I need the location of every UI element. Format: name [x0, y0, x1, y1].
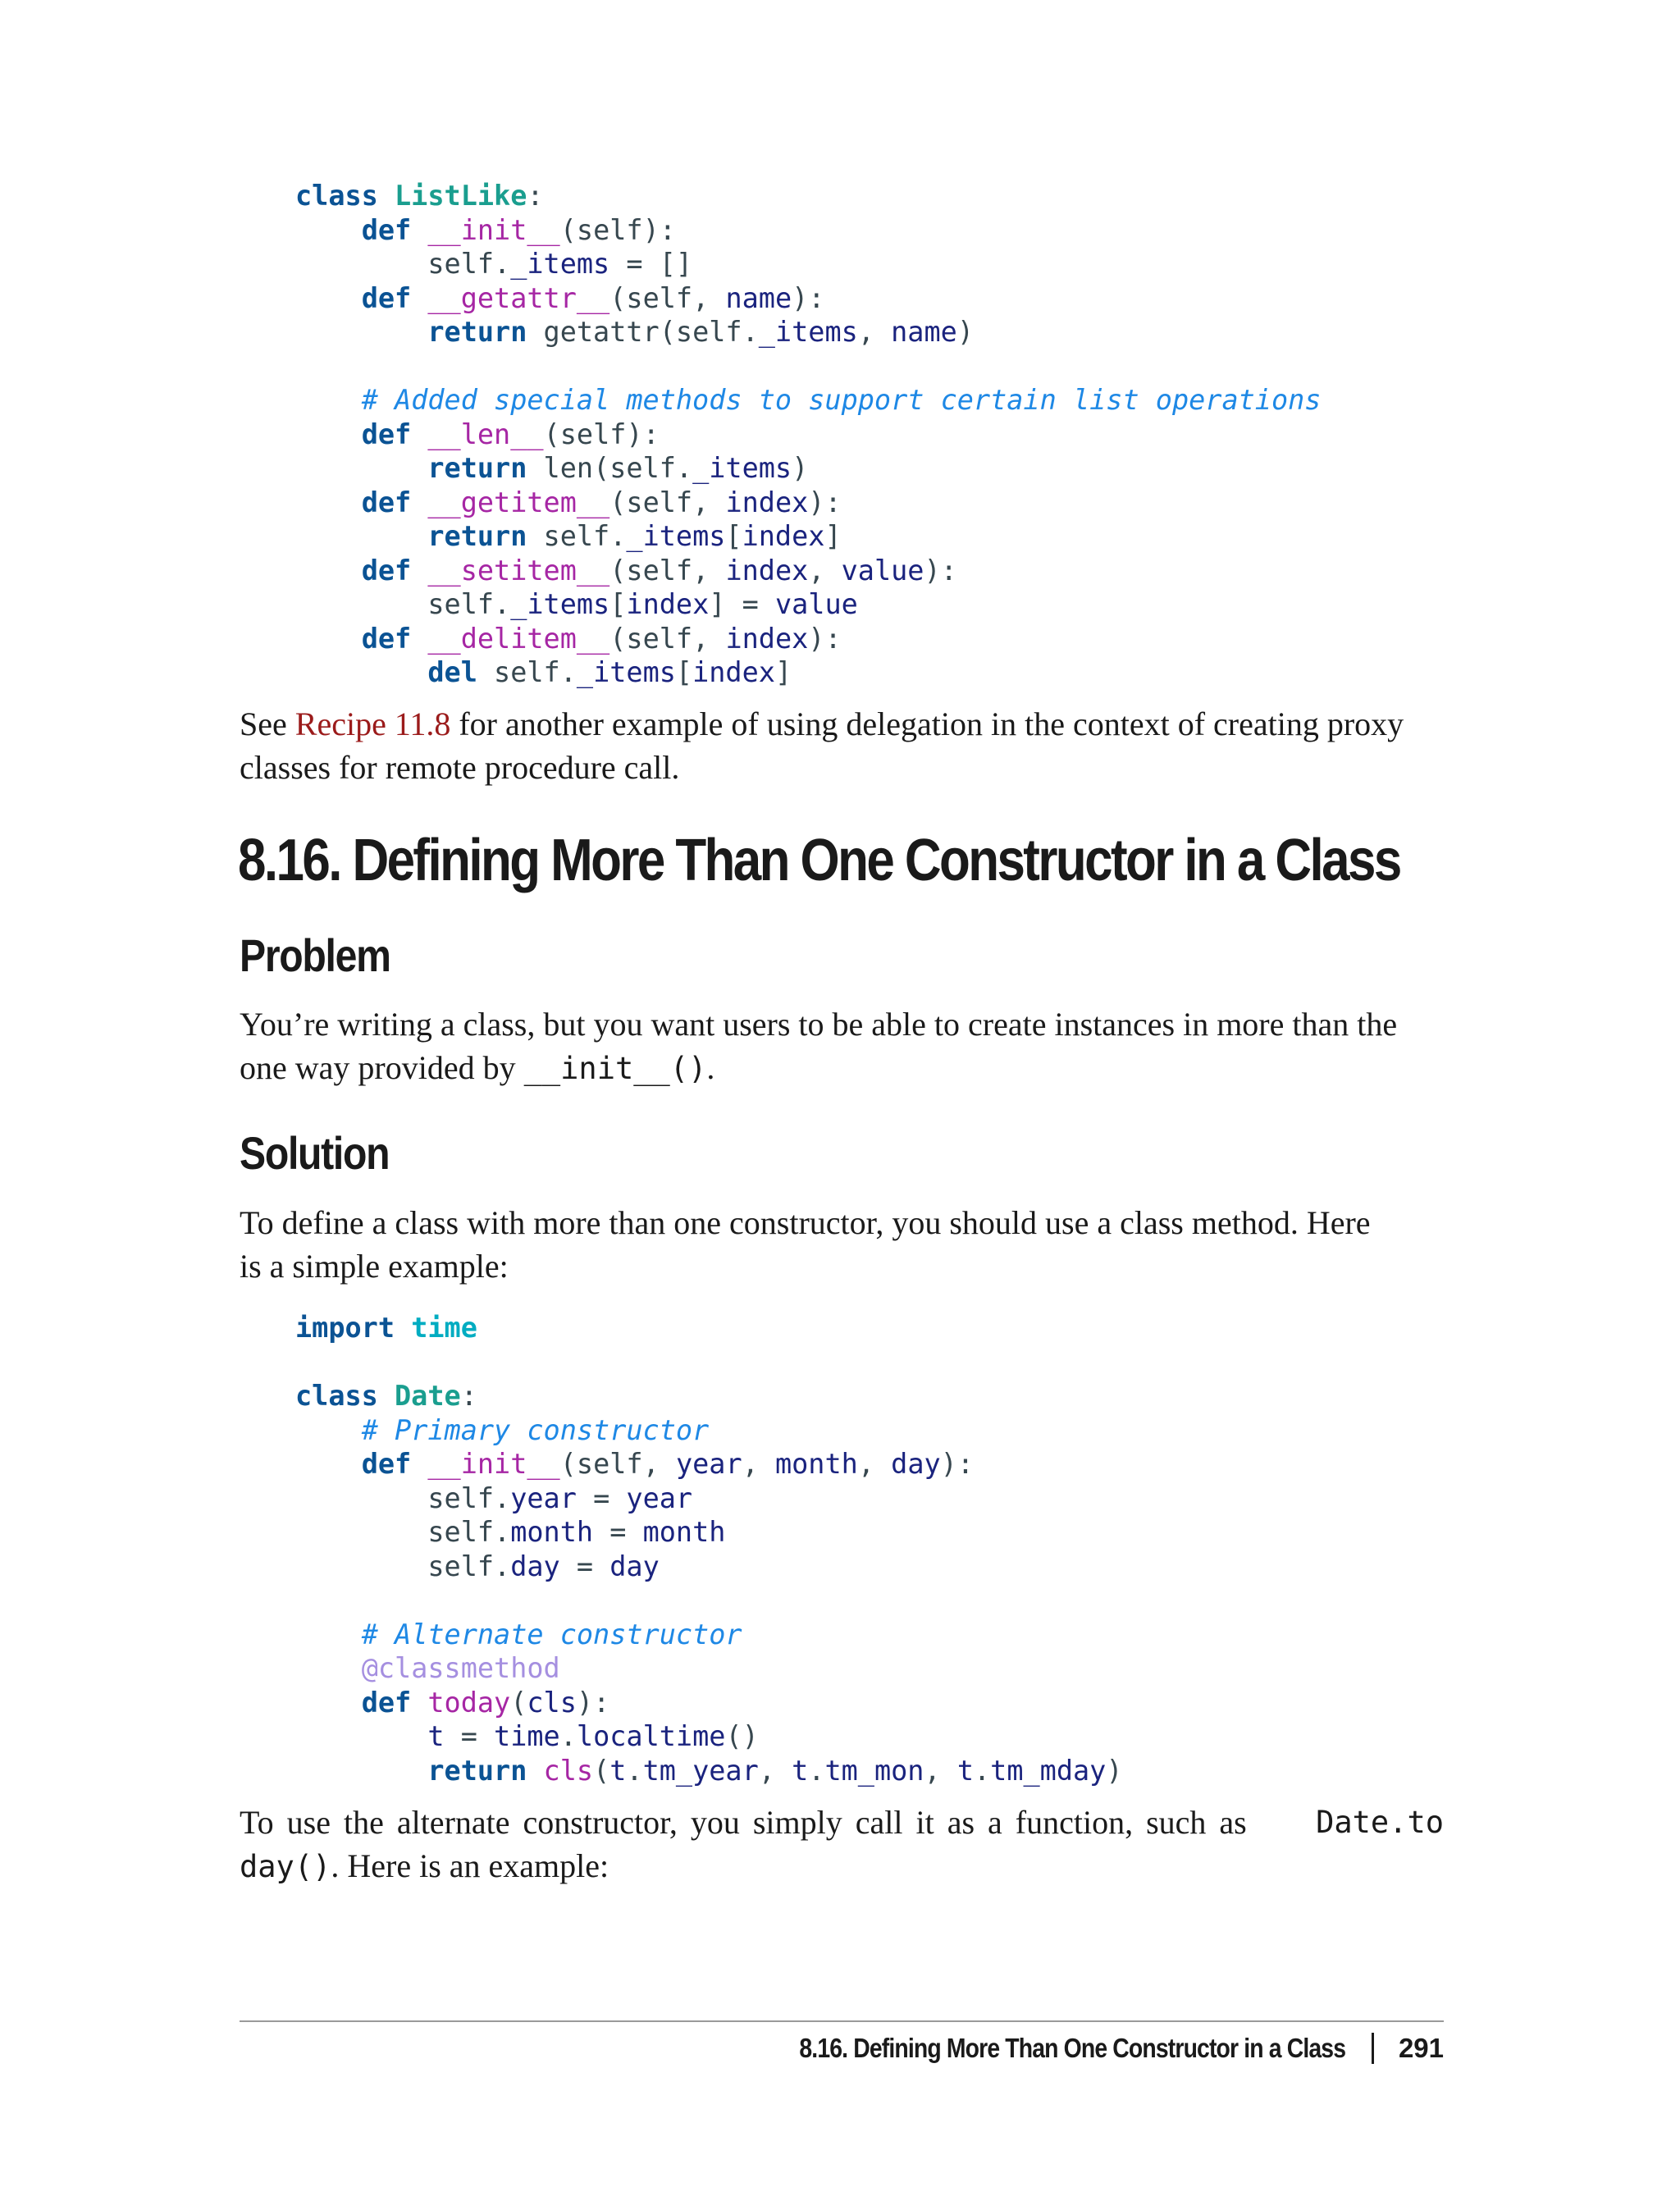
code-line: def today(cls):	[361, 1686, 610, 1719]
code-line: @classmethod	[361, 1652, 560, 1684]
solution-paragraph	[240, 1201, 1444, 1288]
paragraph-line	[240, 1801, 1444, 1844]
footer-divider	[240, 2020, 1444, 2022]
code-line: def __setitem__(self, index, value):	[361, 554, 957, 587]
code-line	[295, 1345, 1123, 1380]
text-span: for another example of using delegation in the context of creating proxy	[450, 705, 1404, 742]
text-span: .	[706, 1049, 715, 1086]
recipe-link[interactable]: Recipe 11.8	[294, 705, 451, 742]
code-block-date	[295, 1311, 1123, 1787]
paragraph-line	[240, 1046, 1444, 1090]
page-footer	[710, 2033, 1444, 2064]
code-line	[295, 349, 1321, 384]
usage-paragraph	[240, 1801, 1444, 1888]
problem-paragraph	[240, 1002, 1444, 1090]
text-span: one way provided by	[240, 1049, 524, 1086]
paragraph-line: classes for remote procedure call.	[240, 749, 680, 786]
code-line: del self._items[index]	[427, 656, 792, 688]
code-line: def __getitem__(self, index):	[361, 486, 842, 518]
code-line: def __init__(self, year, month, day):	[361, 1448, 975, 1480]
code-line: return getattr(self._items, name)	[427, 316, 974, 348]
text-span: To use the alternate constructor, you simply call it as a function, such as	[240, 1804, 1247, 1841]
code-line: # Added special methods to support certain list operations	[361, 384, 1322, 416]
code-line: # Alternate constructor	[361, 1618, 742, 1650]
paragraph-line	[240, 1844, 1444, 1888]
code-line: def __len__(self):	[361, 418, 660, 450]
code-line: self.month = month	[427, 1516, 726, 1548]
text-span: . Here is an example:	[331, 1847, 609, 1884]
code-line: self._items[index] = value	[427, 588, 858, 620]
section-title: 8.16. Defining More Than One Constructor in a Class	[238, 828, 1400, 893]
code-line: def __delitem__(self, index):	[361, 622, 842, 655]
code-line: return len(self._items)	[427, 452, 809, 484]
code-line: def __init__(self):	[361, 213, 676, 246]
inline-code: __init__()	[523, 1051, 707, 1086]
code-line: self._items = []	[427, 248, 693, 280]
code-line: # Primary constructor	[361, 1413, 710, 1446]
paragraph-line: You’re writing a class, but you want users to be able to create instances in more than the	[240, 1006, 1398, 1043]
code-block-listlike	[295, 179, 1321, 690]
code-line: class Date:	[295, 1380, 477, 1412]
inline-code: Date.to	[1316, 1805, 1444, 1840]
code-line	[295, 1583, 1123, 1618]
footer-separator	[1372, 2033, 1374, 2064]
text-span: See	[240, 705, 295, 742]
paragraph-see-recipe	[240, 702, 1444, 789]
code-line: self.year = year	[427, 1481, 693, 1514]
code-line: import time	[295, 1312, 477, 1344]
code-line: t = time.localtime()	[427, 1720, 759, 1752]
code-line: def __getattr__(self, name):	[361, 281, 825, 314]
code-line: return cls(t.tm_year, t.tm_mon, t.tm_mday)	[427, 1754, 1123, 1787]
solution-heading: Solution	[240, 1127, 390, 1179]
code-line: return self._items[index]	[427, 520, 842, 552]
paragraph-line: To define a class with more than one constructor, you should use a class method. Here	[240, 1204, 1371, 1241]
problem-heading: Problem	[240, 929, 390, 981]
code-line: class ListLike:	[295, 180, 544, 212]
code-line: self.day = day	[427, 1550, 660, 1582]
paragraph-line	[240, 702, 1444, 746]
paragraph-line: is a simple example:	[240, 1248, 509, 1285]
inline-code: day()	[240, 1849, 331, 1884]
page-number: 291	[1398, 2033, 1444, 2063]
running-title: 8.16. Defining More Than One Constructor in a Class	[799, 2033, 1345, 2063]
